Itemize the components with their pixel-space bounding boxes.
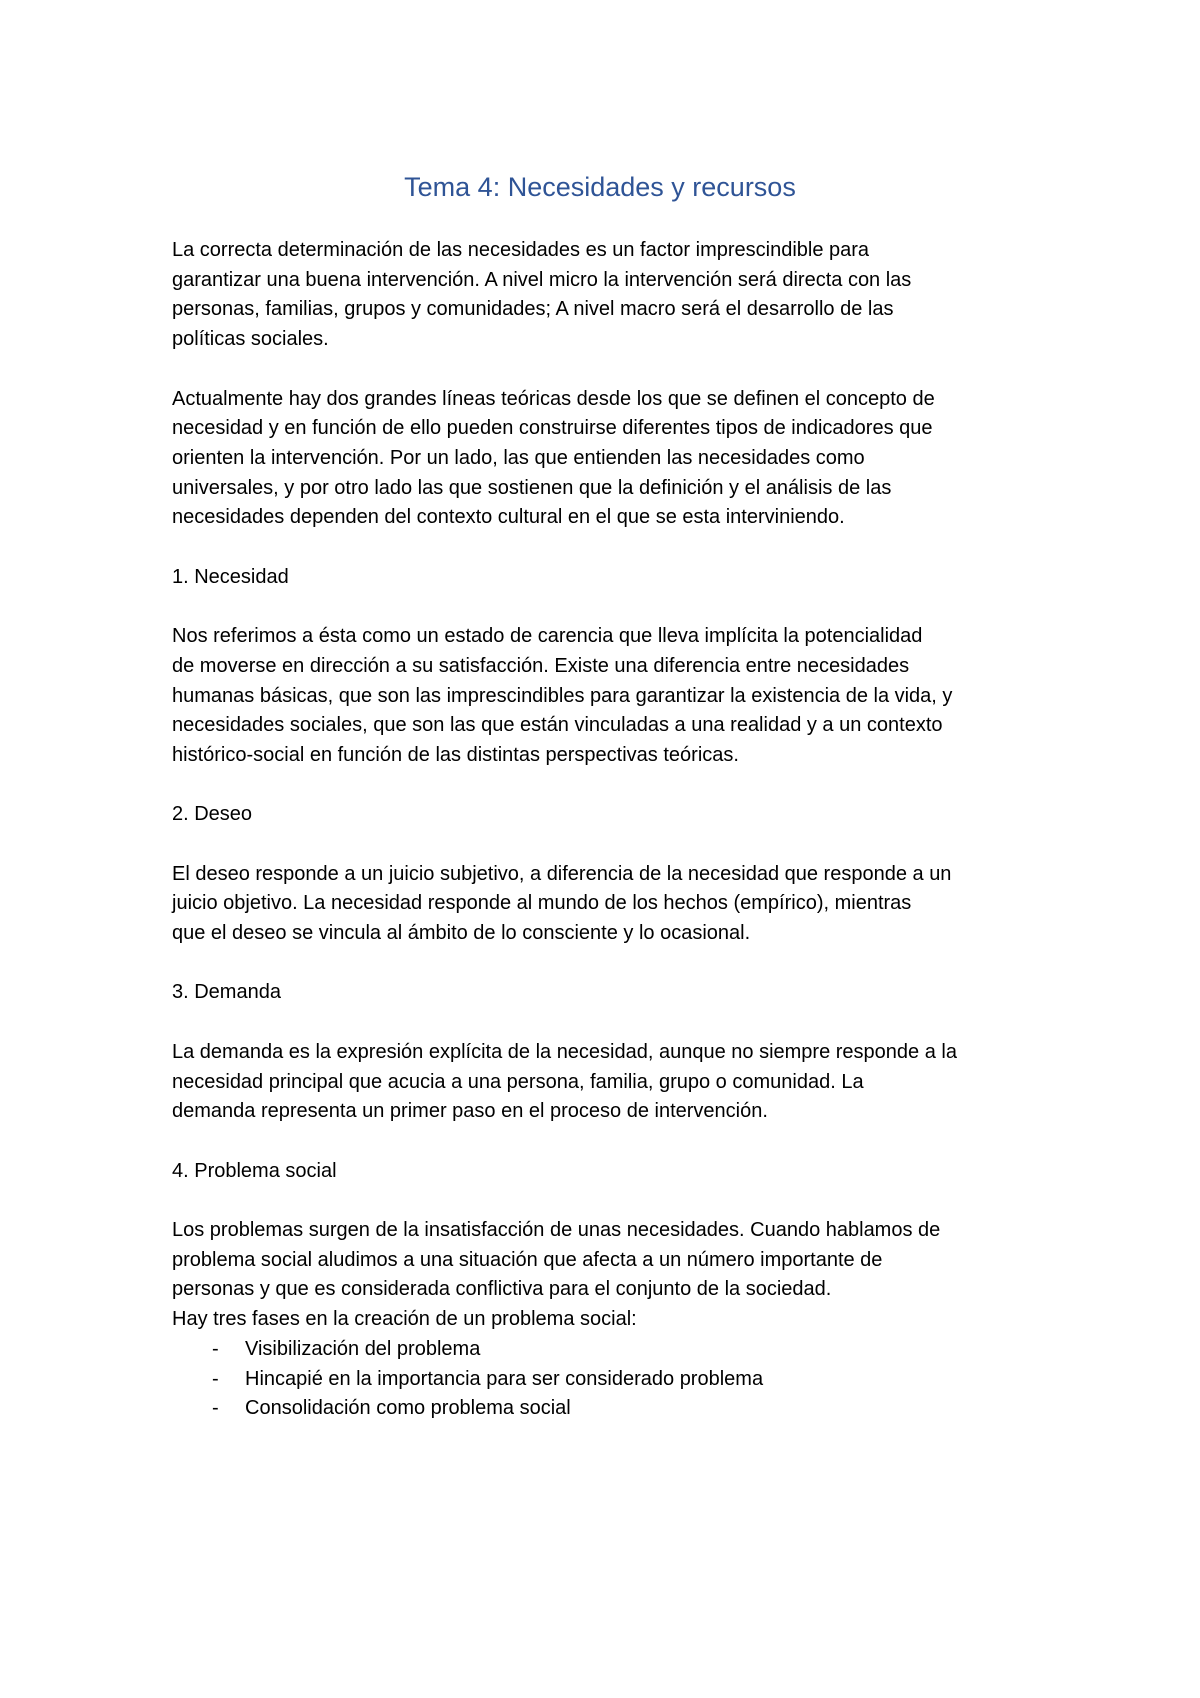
section-body-deseo <box>172 860 1047 949</box>
list-item-text: Hincapié en la importancia para ser considerado problema <box>245 1367 764 1390</box>
theory-paragraph <box>172 385 1047 534</box>
text-line: demanda representa un primer paso en el proceso de intervención. <box>172 1100 768 1123</box>
section-heading-necesidad: 1. Necesidad <box>172 565 289 588</box>
text-line: problema social aludimos a una situación que afecta a un número importante de <box>172 1248 883 1271</box>
dash-bullet-icon: - <box>212 1337 219 1360</box>
text-line: universales, y por otro lado las que sostienen que la definición y el análisis de las <box>172 476 892 499</box>
text-line: Hay tres fases en la creación de un problema social: <box>172 1308 637 1331</box>
text-line: juicio objetivo. La necesidad responde al mundo de los hechos (empírico), mientras <box>172 892 912 915</box>
text-line: Actualmente hay dos grandes líneas teóricas desde los que se definen el concepto de <box>172 387 935 410</box>
text-line: La correcta determinación de las necesidades es un factor imprescindible para <box>172 239 870 261</box>
text-line: garantizar una buena intervención. A nivel micro la intervención será directa con las <box>172 268 912 291</box>
phases-list <box>172 1335 1047 1424</box>
text-line: histórico-social en función de las distintas perspectivas teóricas. <box>172 743 739 766</box>
document-body <box>172 236 1047 1424</box>
document-title: Tema 4: Necesidades y recursos <box>404 172 796 202</box>
text-line: humanas básicas, que son las imprescindibles para garantizar la existencia de la vida, y <box>172 684 953 707</box>
text-line: necesidad y en función de ello pueden construirse diferentes tipos de indicadores que <box>172 417 933 440</box>
text-line: orienten la intervención. Por un lado, las que entienden las necesidades como <box>172 446 865 469</box>
section-body-demanda <box>172 1038 1047 1127</box>
section-body-necesidad <box>172 622 1047 771</box>
text-line: El deseo responde a un juicio subjetivo, a diferencia de la necesidad que responde a un <box>172 862 952 885</box>
text-line: necesidades sociales, que son las que están vinculadas a una realidad y a un contexto <box>172 714 943 737</box>
section-heading-deseo: 2. Deseo <box>172 803 253 826</box>
text-line: de moverse en dirección a su satisfacción. Existe una diferencia entre necesidades <box>172 654 910 677</box>
text-line: personas, familias, grupos y comunidades; A nivel macro será el desarrollo de las <box>172 298 894 321</box>
list-item <box>172 1365 1047 1395</box>
section-body-problema-social <box>172 1216 1047 1335</box>
intro-paragraph <box>172 236 1047 355</box>
text-line: La demanda es la expresión explícita de la necesidad, aunque no siempre responde a la <box>172 1040 957 1063</box>
list-item <box>172 1394 1047 1424</box>
text-line: que el deseo se vincula al ámbito de lo consciente y lo ocasional. <box>172 922 751 945</box>
dash-bullet-icon: - <box>212 1367 219 1390</box>
dash-bullet-icon: - <box>212 1397 219 1420</box>
text-line: necesidad principal que acucia a una persona, familia, grupo o comunidad. La <box>172 1070 864 1093</box>
text-line: Nos referimos a ésta como un estado de carencia que lleva implícita la potencialidad <box>172 625 923 648</box>
list-item-text: Visibilización del problema <box>245 1337 481 1360</box>
section-heading-demanda: 3. Demanda <box>172 981 281 1004</box>
list-item <box>172 1335 1047 1365</box>
text-line: Los problemas surgen de la insatisfacción de unas necesidades. Cuando hablamos de <box>172 1219 941 1242</box>
section-heading-problema-social: 4. Problema social <box>172 1159 337 1182</box>
text-line: personas y que es considerada conflictiva para el conjunto de la sociedad. <box>172 1278 832 1301</box>
text-line: necesidades dependen del contexto cultural en el que se esta interviniendo. <box>172 506 845 529</box>
text-line: políticas sociales. <box>172 328 329 351</box>
list-item-text: Consolidación como problema social <box>245 1397 571 1420</box>
